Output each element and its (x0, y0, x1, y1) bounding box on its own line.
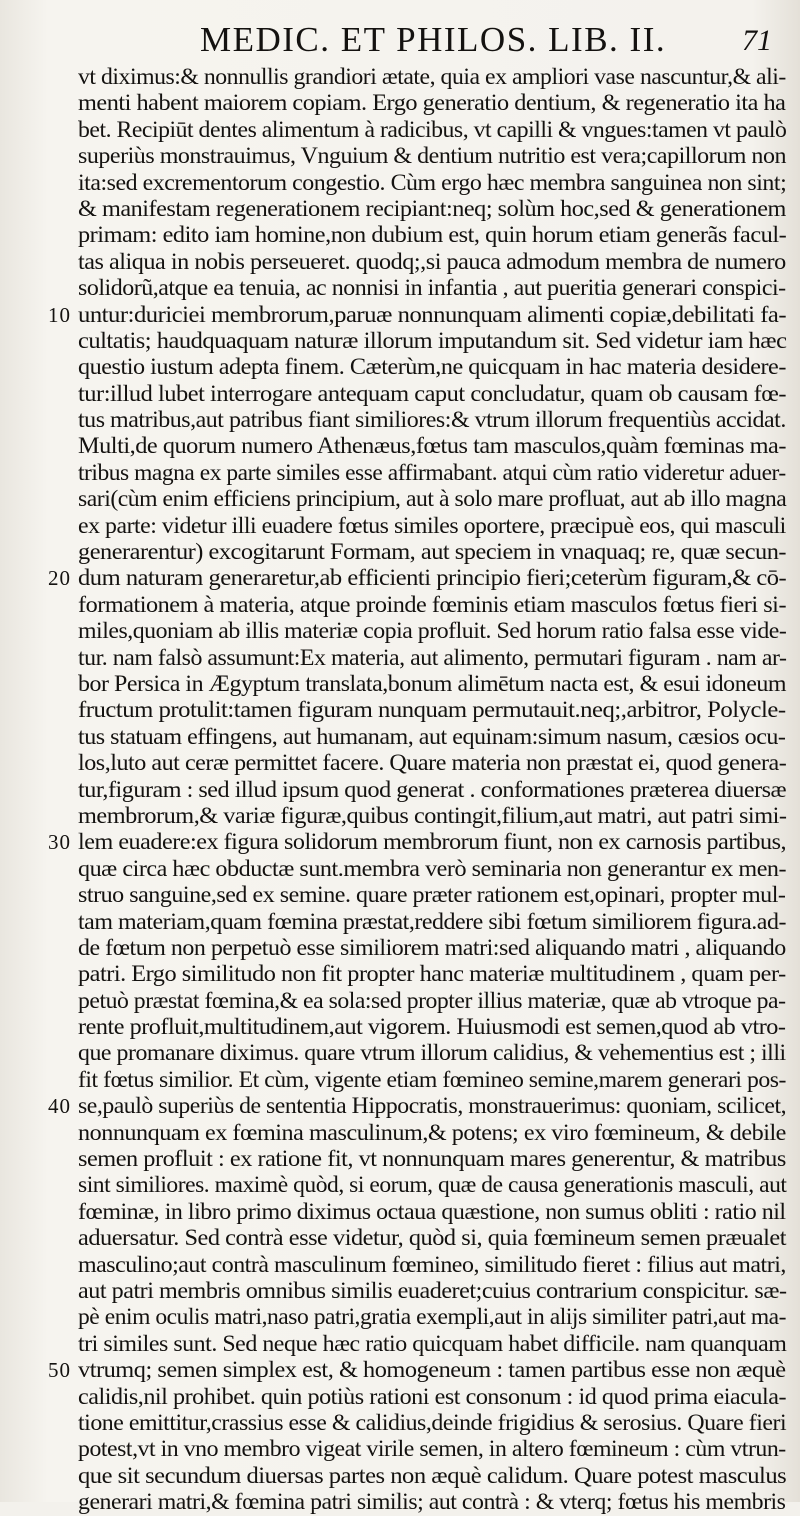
text-line (78, 460, 790, 486)
text-line (78, 803, 790, 829)
text-line (48, 1093, 790, 1119)
line-text: aduersatur. Sed contrà esse videtur, quòd si, quia fœmineum semen præualet (78, 1225, 787, 1251)
line-text: que sit secundum diuersas partes non æquè calidum. Quare potest masculus (78, 1462, 787, 1488)
line-text: membrorum,& variæ figuræ,quibus contingit,filium,aut matri, aut patri simi- (78, 802, 787, 828)
text-line (78, 539, 790, 565)
text-line (48, 1357, 790, 1383)
line-text: patri. Ergo similitudo non fit propter hanc materiæ multitudinem , quam per- (78, 961, 786, 987)
text-line (78, 486, 790, 512)
line-text: tus matribus,aut patribus fiant similiores:& vtrum illorum frequentiùs accidat. (78, 407, 786, 433)
text-line (78, 645, 790, 671)
line-text: tam materiam,quam fœmina præstat,reddere sibi fœtum similiorem figura.ad- (78, 908, 786, 934)
text-line (78, 777, 790, 803)
text-line (78, 407, 790, 433)
line-text: bor Persica in Ægyptum translata,bonum alimētum nacta est, & esui idoneum (78, 670, 787, 696)
line-text: semen profluit : ex ratione fit, vt nonnunquam mares generentur, & matribus (78, 1146, 786, 1172)
line-text: vtrumq; semen simplex est, & homogeneum : tamen partibus esse non æquè (78, 1357, 786, 1383)
text-line (78, 143, 790, 169)
line-text: generarentur) excogitarunt Formam, aut speciem in vnaquaq; re, quæ secun- (78, 539, 787, 565)
running-title: MEDIC. ET PHILOS. LIB. II. (200, 20, 667, 59)
line-text: superiùs monstrauimus, Vnguium & dentium nutritio est vera;capillorum non (78, 143, 787, 169)
line-text: tas aliqua in nobis perseueret. quodq;,si pauca admodum membra de numero (78, 248, 786, 274)
line-text: rente profluit,multitudinem,aut vigorem. Huiusmodi est semen,quod ab vtro- (78, 1014, 786, 1040)
page-header (0, 14, 800, 64)
page-number: 71 (742, 24, 772, 57)
body-text (48, 64, 790, 1515)
line-text: questio iustum adepta finem. Cæterùm,ne quicquam in hac materia desidere- (78, 354, 786, 380)
text-line (78, 64, 790, 90)
text-line (78, 882, 790, 908)
text-line (78, 1172, 790, 1198)
line-text: menti habent maiorem copiam. Ergo generatio dentium, & regeneratio ita ha (78, 90, 786, 116)
text-line (78, 1199, 790, 1225)
text-line (78, 354, 790, 380)
line-text: potest,vt in vno membro vigeat virile semen, in altero fœmineum : cùm vtrun- (78, 1436, 786, 1462)
text-line (78, 1410, 790, 1436)
line-text: que promanare diximus. quare vtrum illorum calidius, & vehementius est ; illi (78, 1040, 786, 1066)
text-line (78, 961, 790, 987)
line-text: calidis,nil prohibet. quin potiùs rationi est consonum : id quod prima eiacula- (78, 1383, 787, 1409)
line-text: ita:sed excrementorum congestio. Cùm ergo hæc membra sanguinea non sint; (78, 169, 787, 195)
line-text: quæ circa hæc obductæ sunt.membra verò seminaria non generantur ex men- (78, 855, 787, 881)
line-text: tur:illud lubet interrogare antequam caput concludatur, quam ob causam fœ- (78, 380, 787, 406)
line-text: & manifestam regenerationem recipiant:neq; solùm hoc,sed & generationem (78, 195, 786, 221)
line-text: los,luto aut ceræ permittet facere. Quare materia non præstat ei, quod genera- (78, 750, 787, 776)
line-text: fructum protulit:tamen figuram nunquam permutauit.neq;,arbitror, Polycle- (78, 697, 786, 723)
line-text: vt diximus:& nonnullis grandiori ætate, quia ex ampliori vase nascuntur,& ali- (78, 64, 786, 89)
text-line (48, 301, 790, 328)
text-line (78, 1384, 790, 1410)
text-line (78, 170, 790, 196)
text-line (78, 671, 790, 697)
line-text: masculino;aut contrà masculinum fœmineo, similitudo fieret : filius aut matri, (78, 1251, 786, 1277)
line-text: ex parte: videtur illi euadere fœtus similes oportere, præcipuè eos, qui masculi (78, 512, 786, 538)
text-line (78, 1463, 790, 1489)
text-line (78, 117, 790, 143)
line-text: sint similiores. maximè quòd, si eorum, quæ de causa generationis masculi, aut (78, 1172, 787, 1198)
text-line (78, 196, 790, 222)
text-line (78, 724, 790, 750)
text-line (78, 1252, 790, 1278)
line-text: struo sanguine,sed ex semine. quare præter rationem est,opinari, propter mul- (78, 882, 786, 908)
line-text: tri similes sunt. Sed neque hæc ratio quicquam habet difficile. nam quanquam (78, 1330, 787, 1356)
text-line (78, 618, 790, 644)
line-text: bet. Recipiūt dentes alimentum à radicibus, vt capilli & vngues:tamen vt paulò (78, 116, 787, 142)
line-text: tribus magna ex parte similes esse affirmabant. atqui cùm ratio videretur aduer- (78, 459, 786, 485)
text-line (78, 433, 790, 459)
line-text: fœminæ, in libro primo diximus octaua quæstione, non sumus obliti : ratio nil (78, 1198, 786, 1224)
line-text: aut patri membris omnibus similis euaderet;cuius contrarium conspicitur. sæ- (78, 1277, 787, 1303)
line-text: primam: edito iam homine,non dubium est, quin horum etiam generãs facul- (78, 222, 787, 248)
text-line (78, 328, 790, 354)
text-line (78, 988, 790, 1014)
text-line (78, 697, 790, 723)
text-line (78, 1225, 790, 1251)
line-number: 40 (48, 1094, 71, 1119)
text-line (78, 275, 790, 301)
text-line (78, 1304, 790, 1330)
text-line (78, 1331, 790, 1357)
text-line (48, 565, 790, 591)
text-line (78, 1146, 790, 1172)
line-text: dum naturam generaretur,ab efficienti principio fieri;ceterùm figuram,& cō- (78, 565, 787, 591)
line-text: miles,quoniam ab illis materiæ copia profluit. Sed horum ratio falsa esse vide- (78, 618, 787, 644)
text-line (78, 1120, 790, 1146)
text-line (78, 1040, 790, 1066)
line-text: fit fœtus similior. Et cùm, vigente etiam fœmineo semine,marem generari pos- (78, 1066, 786, 1092)
text-line (78, 222, 790, 248)
text-line (78, 592, 790, 618)
text-line (78, 249, 790, 275)
line-text: formationem à materia, atque proinde fœminis etiam masculos fœtus fieri si- (78, 591, 787, 617)
text-line (78, 1489, 790, 1515)
line-text: petuò præstat fœmina,& ea sola:sed propter illius materiæ, quæ ab vtroque pa- (78, 987, 786, 1013)
text-line (78, 856, 790, 882)
line-number: 50 (48, 1358, 71, 1383)
text-line (78, 750, 790, 776)
line-text: untur:duriciei membrorum,paruæ nonnunquam alimenti copiæ,debilitati fa- (78, 301, 787, 327)
text-line (78, 513, 790, 539)
line-text: generari matri,& fœmina patri similis; aut contrà : & vterq; fœtus his membris (78, 1489, 786, 1515)
text-line (78, 90, 790, 116)
line-text: tus statuam effingens, aut humanam, aut equinam:simum nasum, cæsios ocu- (78, 723, 786, 749)
text-line (78, 1436, 790, 1462)
line-text: cultatis; haudquaquam naturæ illorum imputandum sit. Sed videtur iam hæc (78, 327, 787, 353)
line-text: tur,figuram : sed illud ipsum quod generat . conformationes præterea diuersæ (78, 776, 787, 802)
line-number: 30 (48, 830, 71, 855)
line-text: tione emittitur,crassius esse & calidius,deinde frigidius & serosius. Quare fieri (78, 1409, 787, 1435)
line-text: pè enim oculis matri,naso patri,gratia exempli,aut in alijs similiter patri,aut ma- (78, 1304, 787, 1330)
line-text: de fœtum non perpetuò esse similiorem matri:sed aliquando matri , aliquando (78, 934, 786, 960)
text-line (78, 935, 790, 961)
text-line (78, 909, 790, 935)
line-number: 20 (48, 566, 71, 591)
line-text: nonnunquam ex fœmina masculinum,& potens; ex viro fœmineum, & debile (78, 1119, 786, 1145)
text-line (78, 1014, 790, 1040)
line-text: lem euadere:ex figura solidorum membrorum fiunt, non ex carnosis partibus, (78, 829, 787, 855)
text-line (78, 1278, 790, 1304)
line-text: solidorũ,atque ea tenuia, ac nonnisi in infantia , aut pueritia generari conspici- (78, 275, 786, 301)
line-number: 10 (48, 302, 71, 327)
text-line (48, 829, 790, 855)
line-text: tur. nam falsò assumunt:Ex materia, aut alimento, permutari figuram . nam ar- (78, 644, 787, 670)
text-line (78, 381, 790, 407)
line-text: Multi,de quorum numero Athenæus,fœtus tam masculos,quàm fœminas ma- (78, 433, 786, 459)
text-line (78, 1067, 790, 1093)
line-text: se,paulò superiùs de sententia Hippocratis, monstrauerimus: quoniam, scilicet, (78, 1093, 787, 1119)
line-text: sari(cùm enim efficiens principium, aut à solo mare profluat, aut ab illo magna (78, 486, 787, 512)
